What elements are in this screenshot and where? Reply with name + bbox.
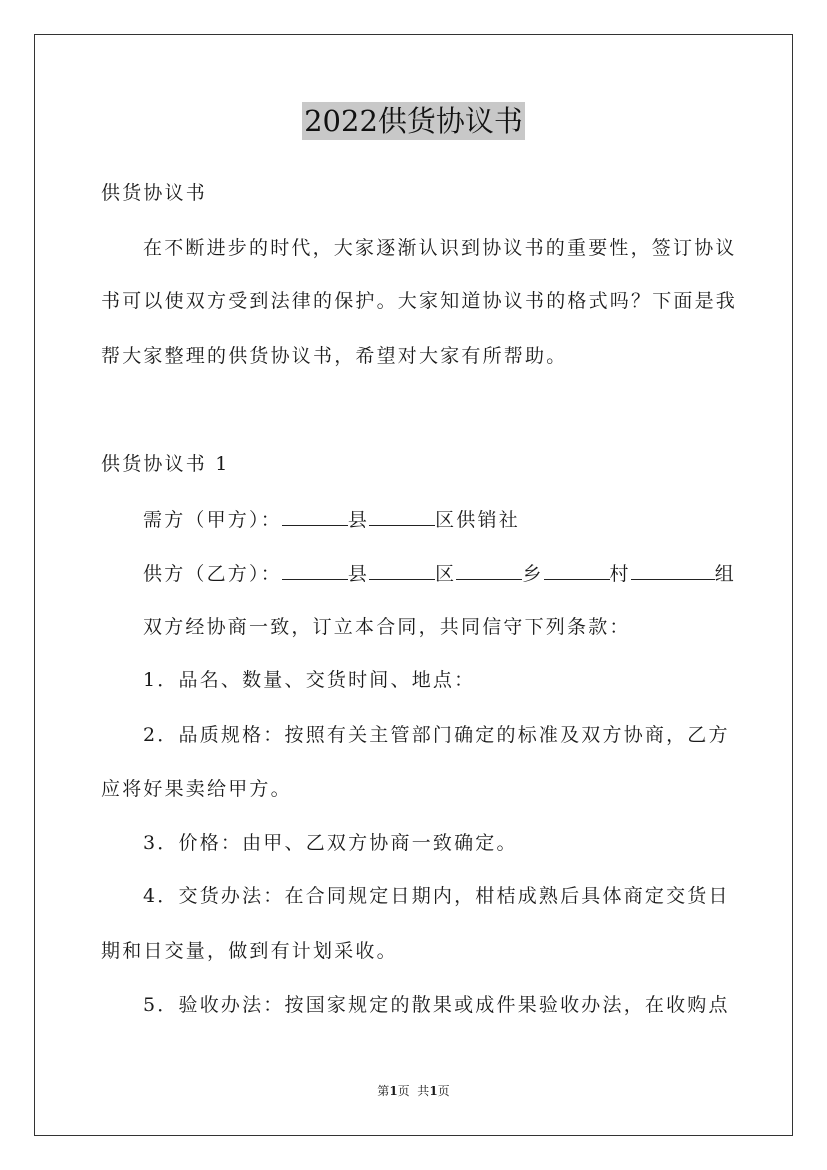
buyer-label: 需方（甲方）：	[143, 509, 282, 531]
section-heading: 供货协议书 1	[101, 453, 230, 475]
intro-line-2: 书可以使双方受到法律的保护。大家知道协议书的格式吗？下面是我	[101, 290, 738, 312]
seller-line	[143, 561, 736, 586]
footer-current-page: 1	[389, 1084, 398, 1098]
clause-3: 3．价格：由甲、乙双方协商一致确定。	[143, 832, 518, 854]
seller-label: 供方（乙方）：	[143, 563, 282, 585]
title-wrap	[0, 102, 827, 140]
seller-county: 县	[347, 563, 370, 585]
seller-blank-1	[282, 561, 348, 580]
clause-4: 4．交货办法：在合同规定日期内，柑桔成熟后具体商定交货日	[143, 885, 730, 907]
buyer-blank-1	[282, 507, 348, 526]
buyer-blank-2	[369, 507, 435, 526]
footer-total-pages: 1	[429, 1084, 438, 1098]
seller-township: 乡	[522, 563, 544, 585]
document-title: 2022供货协议书	[304, 104, 523, 138]
seller-blank-3	[456, 561, 522, 580]
page-footer	[0, 1083, 827, 1099]
buyer-county: 县	[347, 509, 370, 531]
seller-village: 村	[609, 563, 631, 585]
document-subtitle: 供货协议书	[101, 182, 208, 204]
footer-suffix: 页	[437, 1084, 450, 1098]
footer-prefix: 第	[377, 1084, 390, 1098]
seller-blank-2	[369, 561, 435, 580]
seller-group: 组	[714, 563, 736, 585]
clause-4-cont: 期和日交量，做到有计划采收。	[101, 940, 398, 962]
clause-5: 5．验收办法：按国家规定的散果或成件果验收办法，在收购点	[143, 994, 730, 1016]
seller-blank-4	[544, 561, 610, 580]
buyer-line	[143, 507, 520, 532]
clause-2-cont: 应将好果卖给甲方。	[101, 778, 292, 800]
clause-2: 2．品质规格：按照有关主管部门确定的标准及双方协商，乙方	[143, 724, 730, 746]
buyer-district-coop: 区供销社	[435, 509, 520, 531]
footer-mid: 页 共	[397, 1084, 430, 1098]
agreement-intro: 双方经协商一致，订立本合同，共同信守下列条款：	[143, 616, 631, 638]
intro-line-1: 在不断进步的时代，大家逐渐认识到协议书的重要性，签订协议	[143, 237, 737, 259]
seller-blank-5	[631, 561, 715, 580]
clause-1: 1．品名、数量、交货时间、地点：	[143, 669, 476, 691]
intro-line-3: 帮大家整理的供货协议书，希望对大家有所帮助。	[101, 345, 568, 367]
seller-district: 区	[435, 563, 457, 585]
